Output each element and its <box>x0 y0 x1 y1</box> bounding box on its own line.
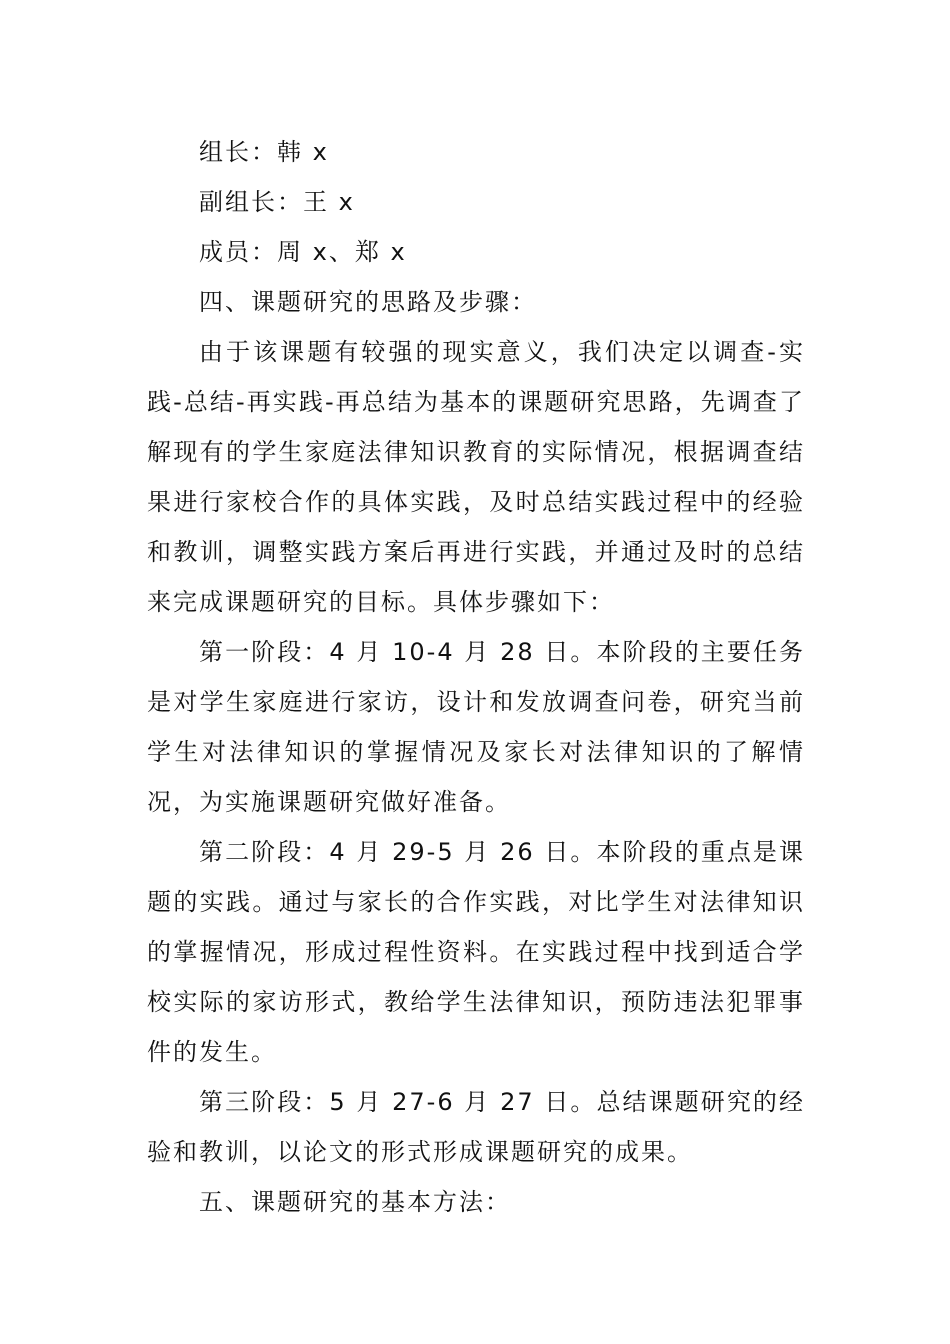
members-line: 成员：周 x、郑 x <box>199 238 407 266</box>
section-heading-5: 五、课题研究的基本方法： <box>199 1188 511 1216</box>
research-approach-paragraph: 由于该课题有较强的现实意义，我们决定以调查-实践-总结-再实践-再总结为基本的课题研究思路，先调查了解现有的学生家庭法律知识教育的实际情况，根据调查结果进行家校合作的具体实践，及时总结实践过程中的经验和教训，调整实践方案后再进行实践，并通过及时的总结来完成课题研究的目标。具体步骤如下： <box>147 338 805 616</box>
phase-two-paragraph: 第二阶段：4 月 29-5 月 26 日。本阶段的重点是课题的实践。通过与家长的合作实践，对比学生对法律知识的掌握情况，形成过程性资料。在实践过程中找到适合学校实际的家访形式，教给学生法律知识，预防违法犯罪事件的发生。 <box>147 838 805 1066</box>
phase-three-paragraph: 第三阶段：5 月 27-6 月 27 日。总结课题研究的经验和教训，以论文的形式形成课题研究的成果。 <box>147 1088 805 1166</box>
document-body <box>147 127 805 1227</box>
group-leader-line: 组长：韩 x <box>199 138 329 166</box>
phase-one-paragraph: 第一阶段：4 月 10-4 月 28 日。本阶段的主要任务是对学生家庭进行家访，设计和发放调查问卷，研究当前学生对法律知识的掌握情况及家长对法律知识的了解情况，为实施课题研究做好准备。 <box>147 638 805 816</box>
deputy-leader-line: 副组长：王 x <box>199 188 355 216</box>
section-heading-4: 四、课题研究的思路及步骤： <box>199 288 537 316</box>
